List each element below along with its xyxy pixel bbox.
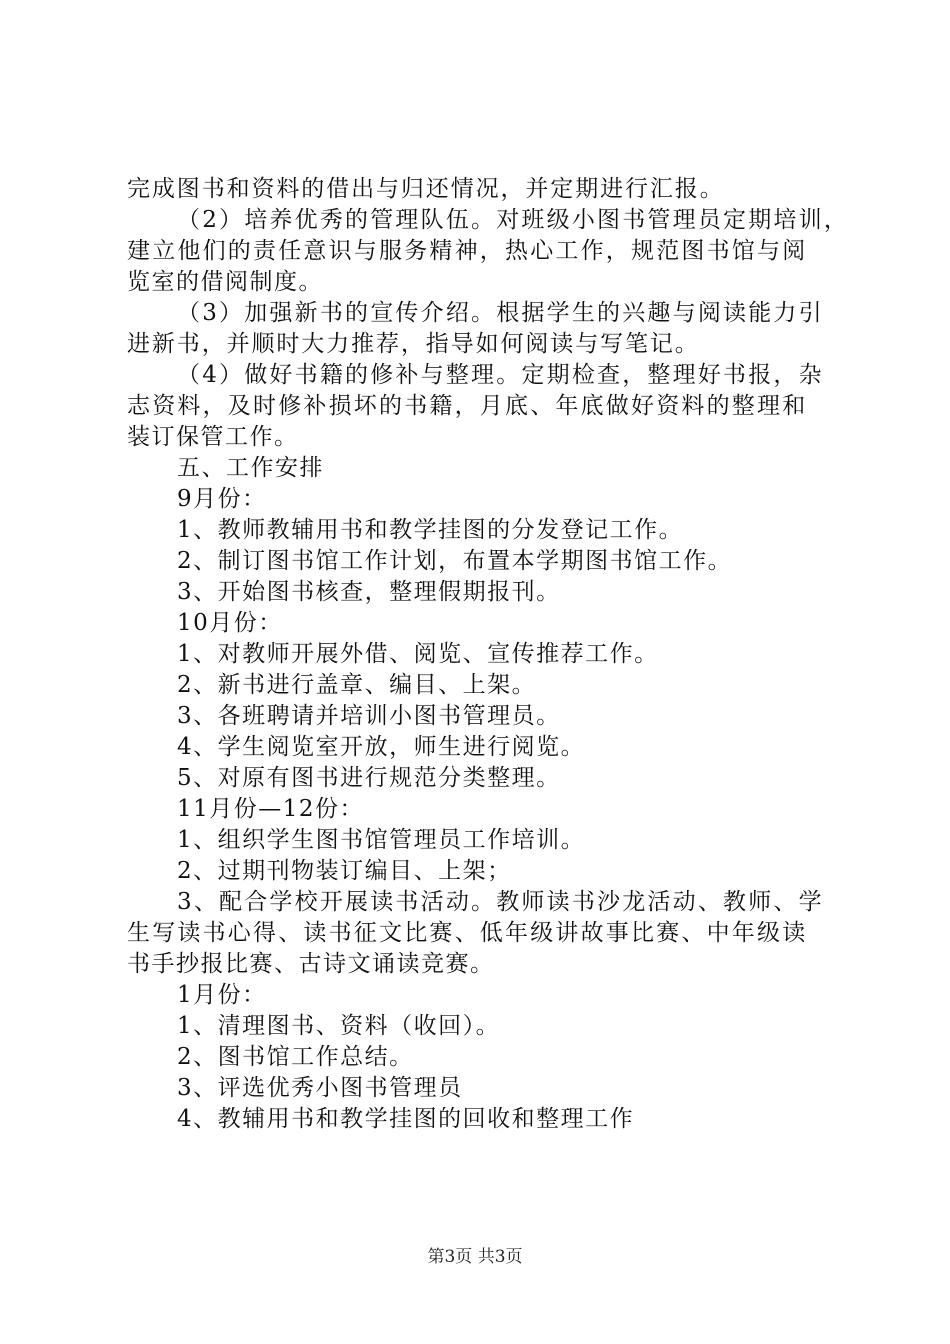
section-heading: 五、工作安排	[177, 455, 324, 481]
page-footer	[0, 1246, 950, 1268]
month-heading: 10月份：	[177, 610, 283, 636]
list-item: 3、开始图书核查，整理假期报刊。	[177, 579, 561, 605]
list-item: 2、过期刊物装订编目、上架；	[177, 858, 512, 884]
paragraph-line: （3）加强新书的宣传介绍。根据学生的兴趣与阅读能力引	[177, 300, 824, 326]
list-item: 1、组织学生图书馆管理员工作培训。	[177, 827, 586, 853]
paragraph-line: 完成图书和资料的借出与归还情况，并定期进行汇报。	[127, 176, 725, 202]
list-item: 3、配合学校开展读书活动。教师读书沙龙活动、教师、学	[177, 889, 824, 915]
paragraph-line: （2）培养优秀的管理队伍。对班级小图书管理员定期培训，	[177, 207, 850, 233]
paragraph-line: 志资料，及时修补损坏的书籍，月底、年底做好资料的整理和	[127, 393, 808, 419]
month-heading: 1月份：	[177, 982, 267, 1008]
list-item: 1、清理图书、资料（收回）。	[177, 1013, 501, 1039]
list-item: 1、对教师开展外借、阅览、宣传推荐工作。	[177, 641, 659, 667]
paragraph-line: 进新书，并顺时大力推荐，指导如何阅读与写笔记。	[127, 331, 700, 357]
paragraph-line: 书手抄报比赛、古诗文诵读竞赛。	[127, 951, 495, 977]
list-item: 4、学生阅览室开放，师生进行阅览。	[177, 734, 586, 760]
list-item: 2、图书馆工作总结。	[177, 1044, 414, 1070]
paragraph-line: 装订保管工作。	[127, 424, 299, 450]
list-item: 3、各班聘请并培训小图书管理员。	[177, 703, 561, 729]
month-heading: 11月份—12份：	[177, 796, 365, 822]
month-heading: 9月份：	[177, 486, 267, 512]
paragraph-line: （4）做好书籍的修补与整理。定期检查，整理好书报，杂	[177, 362, 824, 388]
paragraph-line: 览室的借阅制度。	[127, 269, 323, 295]
list-item: 3、评选优秀小图书管理员	[177, 1075, 463, 1101]
paragraph-line: 生写读书心得、读书征文比赛、低年级讲故事比赛、中年级读	[127, 920, 808, 946]
list-item: 5、对原有图书进行规范分类整理。	[177, 765, 561, 791]
list-item: 2、制订图书馆工作计划，布置本学期图书馆工作。	[177, 548, 733, 574]
list-item: 4、教辅用书和教学挂图的回收和整理工作	[177, 1106, 635, 1132]
list-item: 2、新书进行盖章、编目、上架。	[177, 672, 537, 698]
page-number-label: 第3页 共3页	[427, 1247, 523, 1267]
paragraph-line: 建立他们的责任意识与服务精神，热心工作，规范图书馆与阅	[127, 238, 808, 264]
list-item: 1、教师教辅用书和教学挂图的分发登记工作。	[177, 517, 684, 543]
